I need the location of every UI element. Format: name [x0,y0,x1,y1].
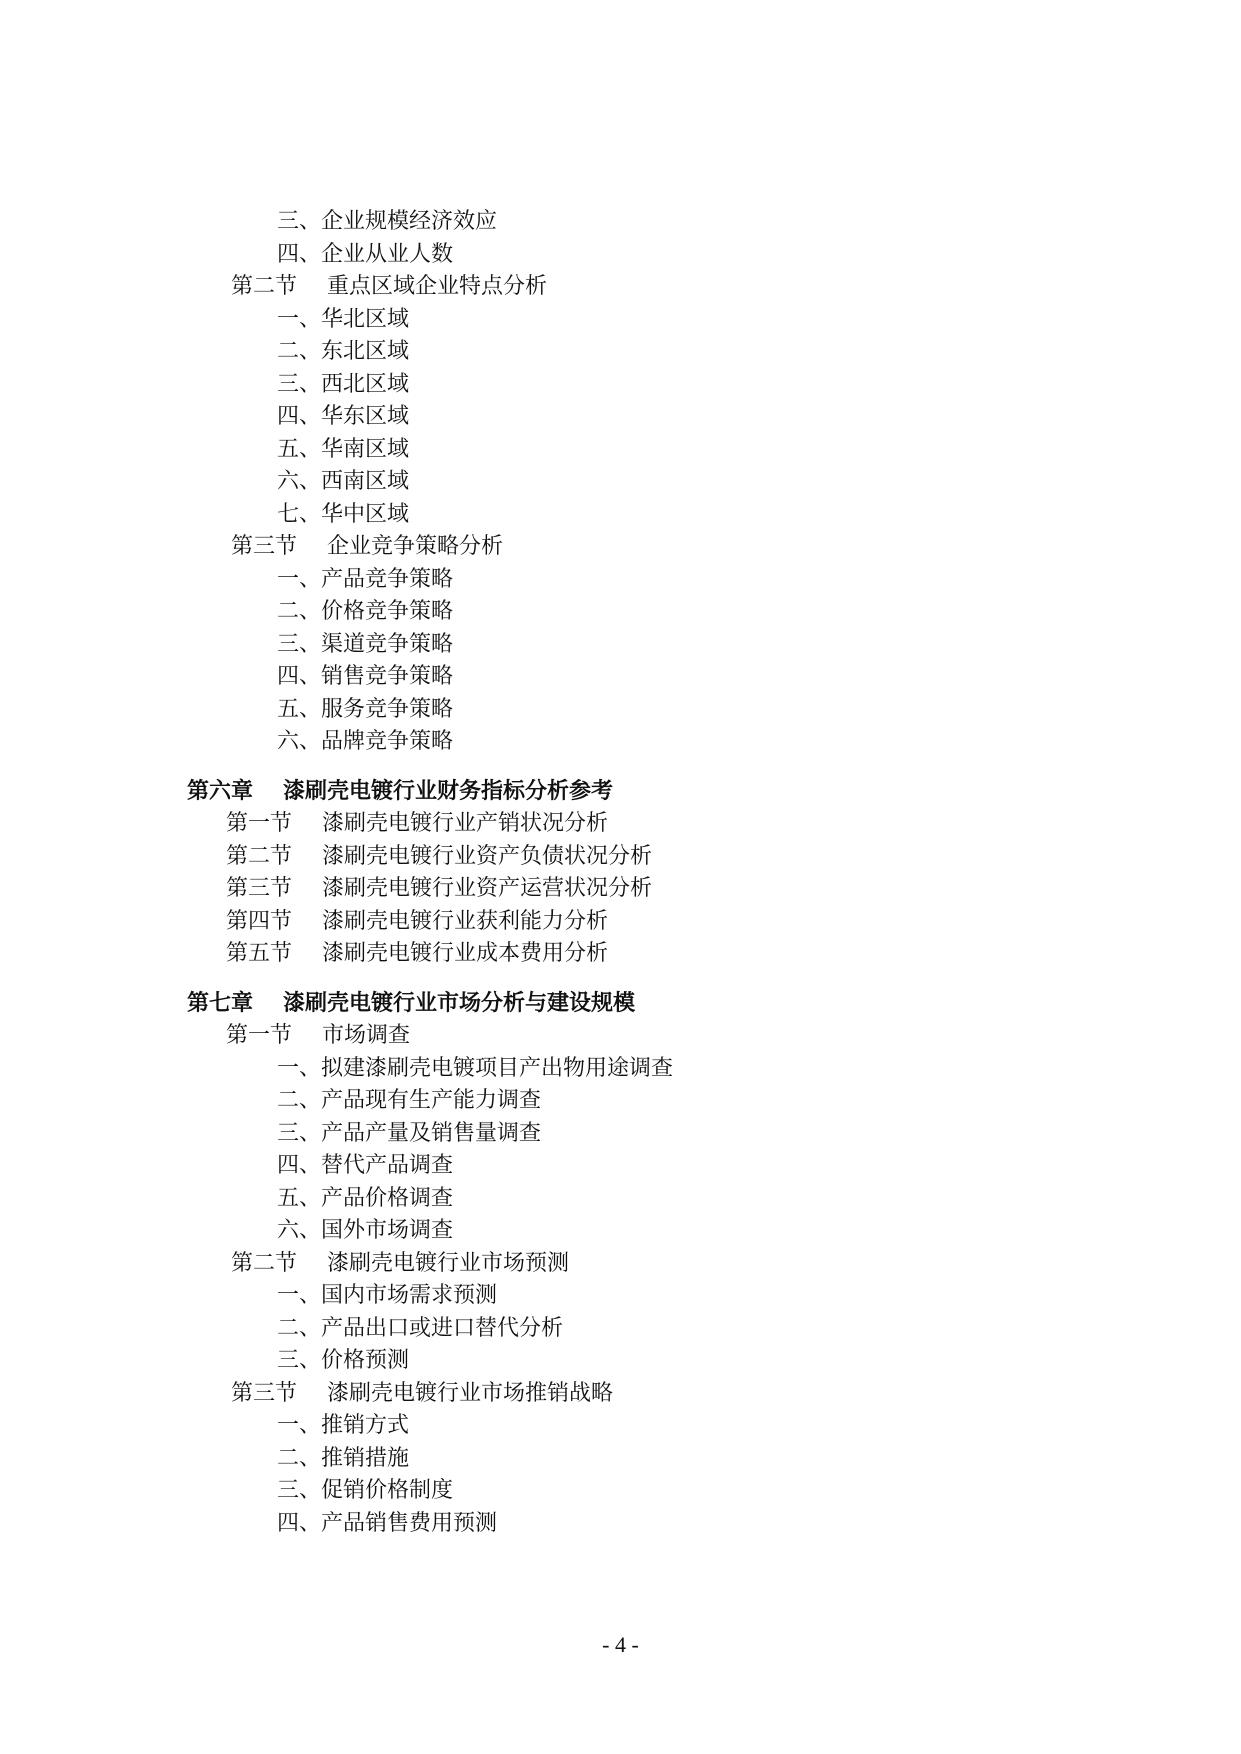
section-title: 企业竞争策略分析 [327,534,504,559]
section-number: 第四节 [226,908,293,934]
section-number: 第二节 [231,274,298,299]
toc-item[interactable]: 二、东北区域 [277,339,410,364]
section-title: 漆刷壳电镀行业产销状况分析 [322,811,609,836]
toc-item[interactable]: 一、华北区域 [277,306,410,332]
toc-item[interactable]: 二、产品出口或进口替代分析 [277,1315,564,1341]
toc-item[interactable]: 五、服务竞争策略 [277,696,454,722]
section-title: 重点区域企业特点分析 [327,274,548,299]
toc-item[interactable]: 二、推销措施 [277,1445,410,1471]
toc-section[interactable] [0,1248,1241,1281]
table-of-contents [0,206,1241,1540]
toc-item[interactable]: 六、国外市场调查 [277,1218,454,1243]
section-number: 第三节 [231,1380,298,1406]
chapter-number: 第六章 [187,778,254,804]
section-title: 漆刷壳电镀行业资产负债状况分析 [322,843,653,869]
toc-item[interactable]: 一、推销方式 [277,1413,410,1438]
toc-item[interactable]: 五、华南区域 [277,436,410,462]
section-title: 漆刷壳电镀行业市场推销战略 [327,1380,614,1406]
toc-section[interactable] [0,873,1241,906]
toc-chapter-6[interactable] [0,776,1241,809]
chapter-title: 漆刷壳电镀行业市场分析与建设规模 [283,990,636,1016]
toc-item[interactable]: 三、促销价格制度 [277,1478,454,1503]
section-title: 漆刷壳电镀行业获利能力分析 [322,908,609,934]
toc-item[interactable]: 四、华东区域 [277,404,410,429]
toc-chapter-7[interactable] [0,988,1241,1021]
toc-item[interactable]: 二、产品现有生产能力调查 [277,1088,542,1113]
toc-section[interactable] [0,906,1241,939]
toc-item[interactable]: 三、渠道竞争策略 [277,631,454,657]
toc-section[interactable] [0,531,1241,564]
page-number: - 4 - [602,1632,639,1657]
section-title: 漆刷壳电镀行业成本费用分析 [322,941,609,966]
section-number: 第三节 [231,534,298,559]
toc-section[interactable] [0,808,1241,841]
toc-item[interactable]: 六、西南区域 [277,469,410,494]
toc-section[interactable] [0,1378,1241,1411]
toc-section[interactable] [0,1020,1241,1053]
toc-item[interactable]: 四、企业从业人数 [277,241,454,267]
toc-item[interactable]: 一、产品竞争策略 [277,566,454,592]
toc-item[interactable]: 三、价格预测 [277,1348,410,1373]
toc-item[interactable]: 一、拟建漆刷壳电镀项目产出物用途调查 [277,1055,674,1081]
toc-item[interactable]: 三、西北区域 [277,371,410,397]
toc-item[interactable]: 二、价格竞争策略 [277,599,454,624]
section-number: 第一节 [226,1023,293,1048]
toc-item[interactable]: 四、产品销售费用预测 [277,1510,498,1536]
section-title: 市场调查 [322,1023,411,1048]
toc-section[interactable] [0,271,1241,304]
section-number: 第三节 [226,876,293,901]
chapter-number: 第七章 [187,990,254,1016]
toc-item[interactable]: 三、企业规模经济效应 [277,209,498,234]
chapter-title: 漆刷壳电镀行业财务指标分析参考 [283,778,614,804]
toc-item[interactable]: 六、品牌竞争策略 [277,729,454,754]
toc-item[interactable]: 三、产品产量及销售量调查 [277,1120,542,1146]
toc-section[interactable] [0,938,1241,971]
toc-item[interactable]: 四、替代产品调查 [277,1153,454,1178]
toc-section[interactable] [0,841,1241,874]
section-number: 第一节 [226,811,293,836]
section-number: 第二节 [231,1250,298,1276]
section-number: 第二节 [226,843,293,869]
section-title: 漆刷壳电镀行业资产运营状况分析 [322,876,653,901]
toc-item[interactable]: 五、产品价格调查 [277,1185,454,1211]
toc-item[interactable]: 四、销售竞争策略 [277,664,454,689]
section-number: 第五节 [226,941,293,966]
toc-item[interactable]: 一、国内市场需求预测 [277,1283,498,1308]
toc-item[interactable]: 七、华中区域 [277,501,410,527]
section-title: 漆刷壳电镀行业市场预测 [327,1250,570,1276]
